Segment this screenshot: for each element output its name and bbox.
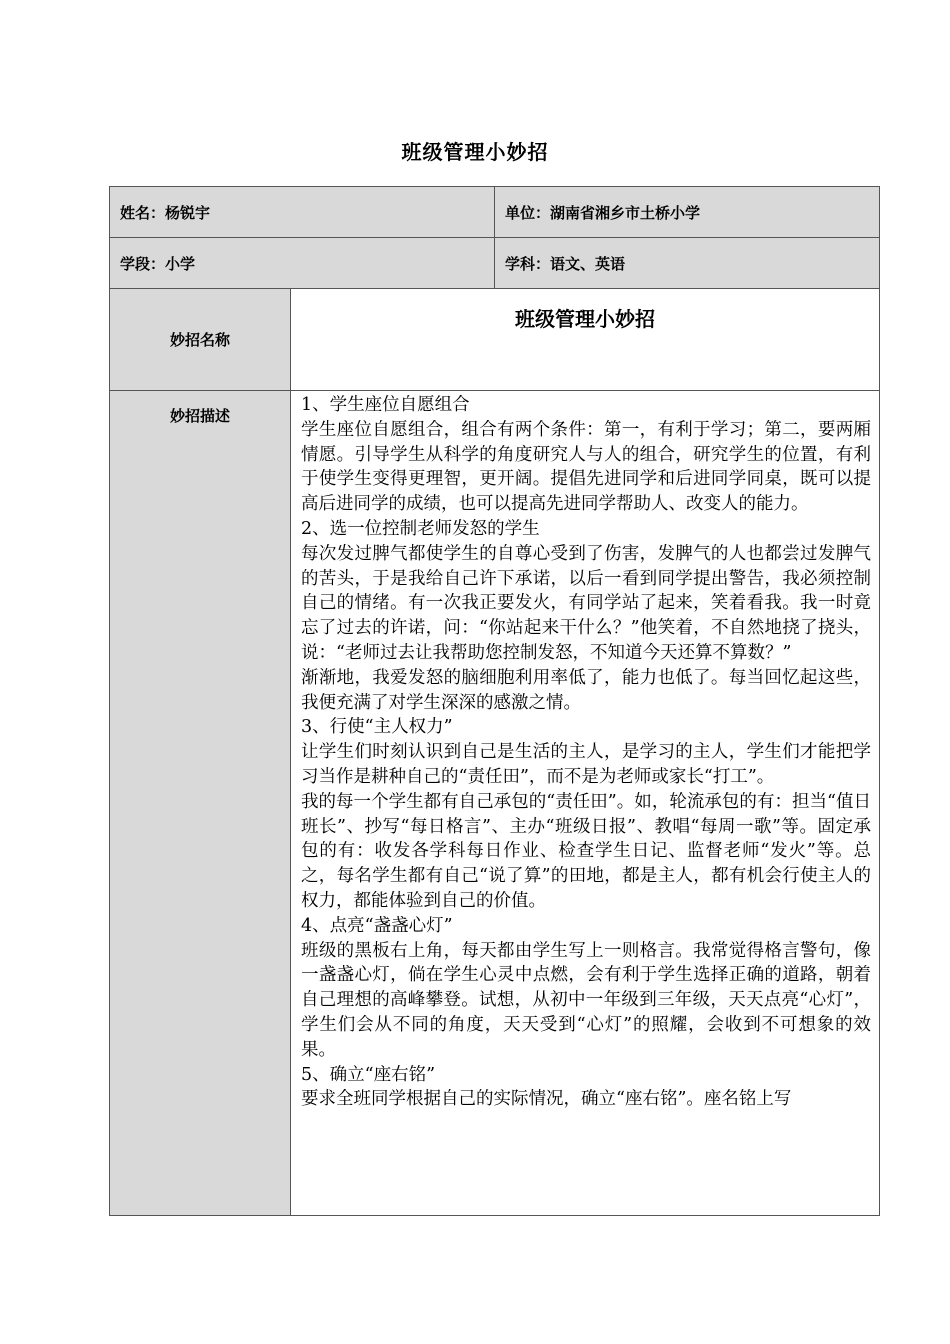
page-title: 班级管理小妙招: [401, 140, 549, 164]
trick-name-label: 妙招名称: [110, 289, 291, 391]
info-table: [109, 186, 880, 1216]
desc-paragraph: 让学生们时刻认识到自己是生活的主人，是学习的主人，学生们才能把学习当作是耕种自己的“责任田”，而不是为老师或家长“打工”。: [301, 742, 872, 787]
stage-field: 学段：小学: [110, 238, 495, 289]
desc-paragraph: 学生座位自愿组合，组合有两个条件：第一，有利于学习；第二，要两厢情愿。引导学生从科学的角度研究人与人的组合，研究学生的位置，有利于使学生变得更理智，更开阔。提倡先进同学和后进同学同桌，既可以提高后进同学的成绩，也可以提高先进同学帮助人、改变人的能力。: [301, 419, 872, 515]
subject-field: 学科：语文、英语: [495, 238, 880, 289]
name-field: 姓名：杨锐宇: [110, 187, 495, 238]
desc-paragraph: 要求全班同学根据自己的实际情况，确立“座右铭”。座名铭上写: [301, 1089, 792, 1110]
unit-field: 单位：湖南省湘乡市土桥小学: [495, 187, 880, 238]
trick-name-value: 班级管理小妙招: [291, 289, 880, 391]
trick-desc-body: [291, 391, 880, 1216]
desc-paragraph: 4、点亮“盏盏心灯”: [301, 915, 453, 936]
desc-paragraph: 班级的黑板右上角，每天都由学生写上一则格言。我常觉得格言警句，像一盏盏心灯，倘在学生心灵中点燃，会有利于学生选择正确的道路，朝着自己理想的高峰攀登。试想，从初中一年级到三年级，天天点亮“心灯”，学生们会从不同的角度，天天受到“心灯”的照耀，会收到不可想象的效果。: [301, 940, 872, 1060]
desc-paragraph: 渐渐地，我爱发怒的脑细胞利用率低了，能力也低了。每当回忆起这些，我便充满了对学生深深的感激之情。: [301, 667, 872, 713]
trick-desc-label: 妙招描述: [110, 391, 291, 1216]
desc-paragraph: 3、行使“主人权力”: [301, 717, 453, 738]
desc-paragraph: 5、确立“座右铭”: [301, 1064, 436, 1085]
desc-paragraph: 2、选一位控制老师发怒的学生: [301, 518, 540, 539]
desc-paragraph: 每次发过脾气都使学生的自尊心受到了伤害，发脾气的人也都尝过发脾气的苦头，于是我给自己许下承诺，以后一看到同学提出警告，我必须控制自己的情绪。有一次我正要发火，有同学站了起来，笑着看我。我一时竟忘了过去的许诺，问：“你站起来干什么？”他笑着，不自然地挠了挠头，说：“老师过去让我帮助您控制发怒，不知道今天还算不算数？”: [301, 543, 872, 663]
desc-paragraph: 1、学生座位自愿组合: [301, 395, 470, 415]
desc-paragraph: 我的每一个学生都有自己承包的“责任田”。如，轮流承包的有：担当“值日班长”、抄写“每日格言”、主办“班级日报”、教唱“每周一歌”等。固定承包的有：收发各学科每日作业、检查学生日记、监督老师“发火”等。总之，每名学生都有自己“说了算”的田地，都是主人，都有机会行使主人的权力，都能体验到自己的价值。: [301, 791, 872, 911]
